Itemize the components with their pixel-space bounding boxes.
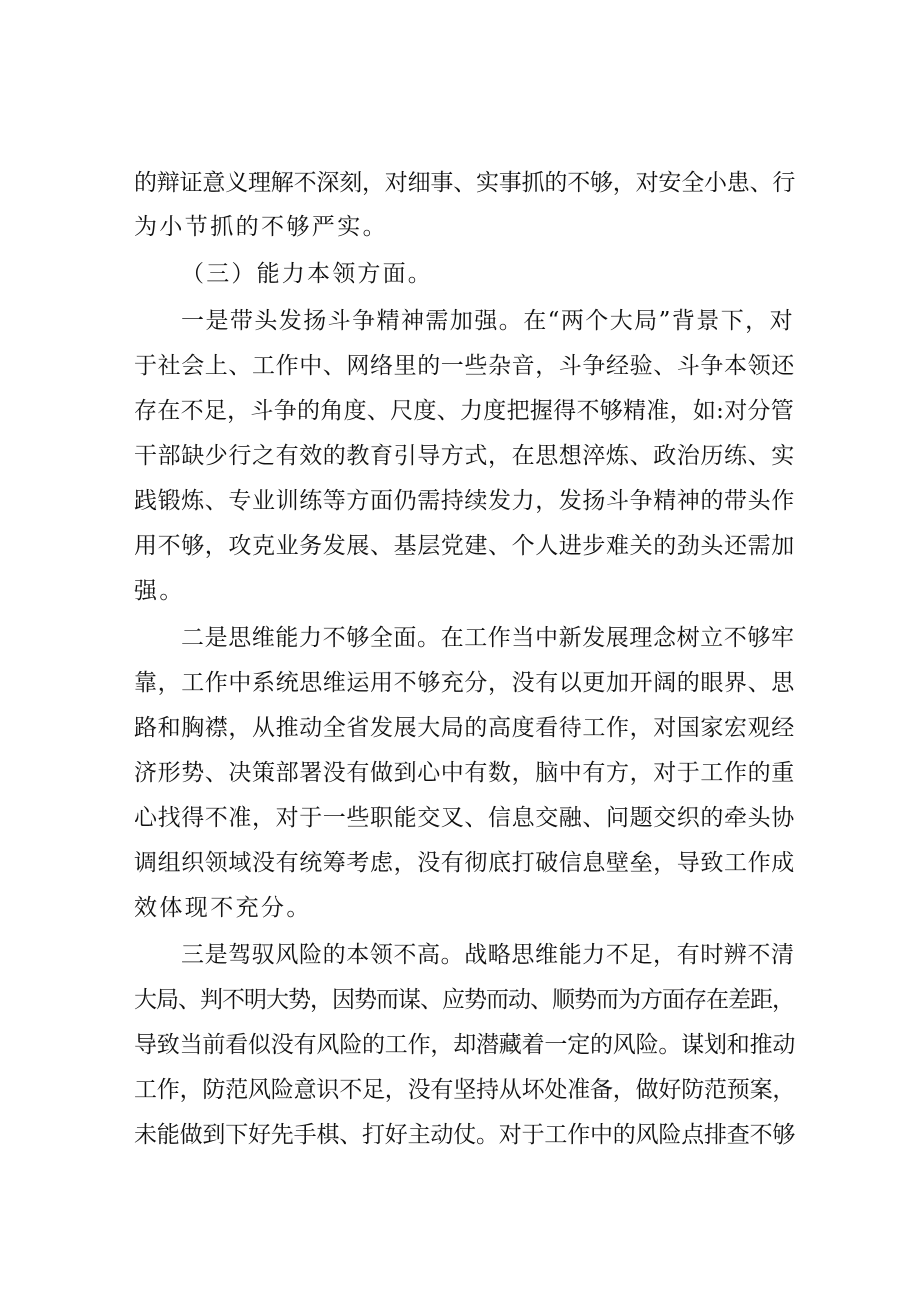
- paragraph-2-line: 心找得不准，对于一些职能交叉、信息交融、问题交织的牵头协: [134, 805, 795, 831]
- paragraph-2-line: 济形势、决策部署没有做到心中有数，脑中有方，对于工作的重: [134, 760, 795, 786]
- text-line: 的辩证意义理解不深刻，对细事、实事抓的不够，对安全小患、行: [134, 170, 796, 196]
- paragraph-2-line: 路和胸襟，从推动全省发展大局的高度看待工作，对国家宏观经: [134, 715, 795, 741]
- paragraph-3-line: 导致当前看似没有风险的工作，却潜藏着一定的风险。谋划和推动: [134, 1032, 796, 1058]
- paragraph-1-line: 于社会上、工作中、网络里的一些杂音，斗争经验、斗争本领还: [134, 353, 795, 379]
- paragraph-3-line: 未能做到下好先手棋、打好主动仗。对于工作中的风险点排查不够: [134, 1122, 796, 1148]
- text-line: 为小节抓的不够严实。: [134, 214, 388, 240]
- section-heading: （三）能力本领方面。: [181, 261, 433, 287]
- paragraph-3-line: 工作，防范风险意识不足，没有坚持从坏处准备，做好防范预案，: [134, 1077, 796, 1103]
- paragraph-1-line: 践锻炼、专业训练等方面仍需持续发力，发扬斗争精神的带头作: [134, 488, 795, 514]
- paragraph-3-line: 三是驾驭风险的本领不高。战略思维能力不足，有时辨不清: [181, 942, 795, 968]
- paragraph-2-line: 二是思维能力不够全面。在工作当中新发展理念树立不够牢: [181, 625, 795, 651]
- paragraph-1-line: 用不够，攻克业务发展、基层党建、个人进步难关的劲头还需加: [134, 533, 795, 559]
- paragraph-1-line: 强。: [134, 578, 185, 604]
- paragraph-2-line: 靠，工作中系统思维运用不够充分，没有以更加开阔的眼界、思: [134, 670, 795, 696]
- paragraph-2-line: 效体现不充分。: [134, 895, 312, 921]
- paragraph-1-line: 一是带头发扬斗争精神需加强。在“两个大局”背景下，对: [181, 308, 794, 334]
- paragraph-3-line: 大局、判不明大势，因势而谋、应势而动、顺势而为方面存在差距，: [134, 987, 794, 1013]
- paragraph-2-line: 调组织领域没有统筹考虑，没有彻底打破信息壁垒，导致工作成: [134, 850, 795, 876]
- paragraph-1-line: 干部缺少行之有效的教育引导方式，在思想淬炼、政治历练、实: [134, 443, 795, 469]
- paragraph-1-line: 存在不足，斗争的角度、尺度、力度把握得不够精准，如:对分管: [134, 398, 794, 424]
